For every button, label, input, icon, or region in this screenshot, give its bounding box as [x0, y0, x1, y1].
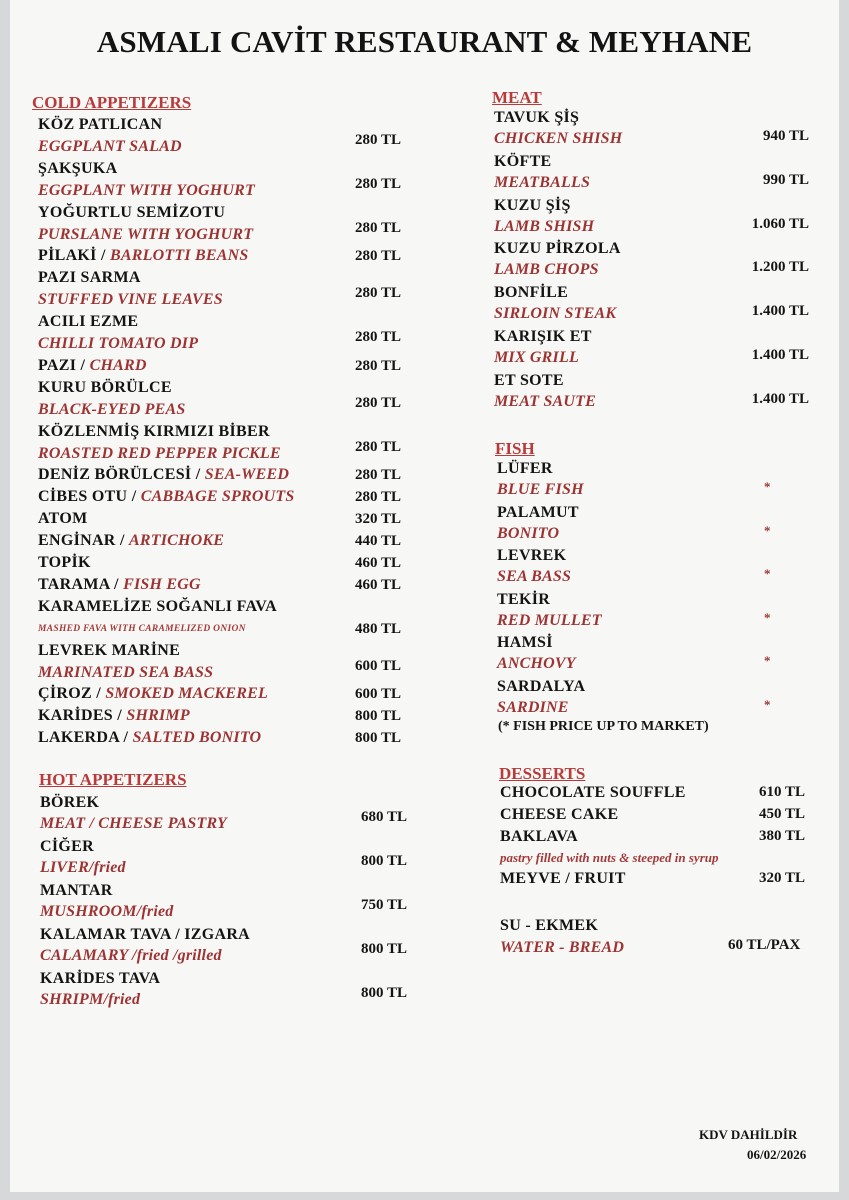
dish-name-en: CABBAGE SPROUTS	[140, 488, 295, 506]
dish-name-tr: DENİZ BÖRÜLCESİ /	[38, 466, 205, 484]
dish-name-tr: KÖFTE	[494, 152, 552, 170]
price: 680 TL	[361, 809, 407, 825]
dish-name-tr: PAZI SARMA	[38, 269, 141, 287]
dish-name-tr: TOPİK	[38, 554, 91, 571]
market-price-mark: *	[764, 566, 771, 582]
price: 1.400 TL	[751, 347, 809, 363]
dish-name-tr: SARDALYA	[497, 678, 586, 695]
price: 280 TL	[355, 394, 401, 411]
dish-name-en: MUSHROOM/fried	[40, 903, 174, 920]
price: 460 TL	[355, 555, 401, 571]
dish-name-en: BLUE FISH	[497, 481, 584, 498]
dish-name-en: PURSLANE WITH YOGHURT	[38, 225, 254, 243]
dish-name-tr: MANTAR	[40, 882, 113, 899]
price: 280 TL	[355, 438, 401, 455]
dish-name-en: MARINATED SEA BASS	[38, 663, 214, 681]
dish-name-tr: LAKERDA /	[38, 729, 133, 747]
dish-name-tr: KUZU ŞİŞ	[494, 196, 571, 214]
price: 750 TL	[361, 897, 407, 913]
dish-name-tr: ET SOTE	[494, 371, 564, 389]
price: 600 TL	[355, 657, 401, 674]
dish-name-tr: ŞAKŞUKA	[38, 159, 118, 177]
price: 990 TL	[763, 171, 809, 188]
dish-name-tr: KARİDES /	[38, 707, 127, 725]
dish-name-en: ANCHOVY	[497, 655, 576, 673]
dish-name-tr: KARIŞIK ET	[494, 328, 592, 345]
price: 60 TL/PAX	[728, 937, 801, 953]
dish-name-en: SHRIMP	[126, 707, 190, 725]
dish-name-tr: KARAMELİZE SOĞANLI FAVA	[38, 597, 277, 615]
price: 380 TL	[759, 828, 805, 844]
section-heading-cold-appetizers: COLD APPETIZERS	[32, 93, 192, 112]
price: 440 TL	[355, 533, 401, 550]
dish-name-tr: ENGİNAR /	[38, 532, 130, 550]
dish-name-en: CHARD	[89, 356, 147, 374]
dish-name-tr: LEVREK MARİNE	[38, 641, 181, 659]
dish-name-en: WATER - BREAD	[500, 939, 625, 956]
price: 280 TL	[355, 219, 401, 236]
price: 280 TL	[355, 175, 401, 192]
dish-name-tr: ATOM	[38, 510, 88, 528]
dish-name-tr: BONFİLE	[494, 284, 569, 302]
section-heading-desserts: DESSERTS	[499, 764, 586, 783]
market-price-mark: *	[764, 653, 771, 669]
dish-name-en: CHILLI TOMATO DIP	[38, 335, 199, 352]
price: 280 TL	[355, 329, 401, 345]
menu-page	[10, 0, 839, 1192]
dish-name-en: LAMB SHISH	[494, 217, 595, 235]
dish-name-tr: SU - EKMEK	[500, 917, 599, 934]
dish-name-tr: ACILI EZME	[38, 313, 139, 331]
dish-name-tr: TAVUK ŞİŞ	[494, 109, 580, 126]
dessert-description: pastry filled with nuts & steeped in syrup	[500, 850, 719, 865]
dish-name-en: STUFFED VINE LEAVES	[38, 291, 223, 309]
dish-name-en: EGGPLANT SALAD	[38, 137, 182, 155]
price: 1.400 TL	[751, 303, 809, 320]
dish-name-en: SHRIPM/fried	[40, 991, 141, 1008]
dish-name-en: SALTED BONITO	[132, 729, 262, 747]
dish-name-en: SIRLOIN STEAK	[494, 305, 617, 323]
dish-name-tr: PALAMUT	[497, 503, 579, 521]
market-price-mark: *	[764, 609, 771, 625]
dish-name-en: EGGPLANT WITH YOGHURT	[38, 181, 255, 199]
restaurant-title: ASMALI CAVİT RESTAURANT & MEYHANE	[96, 24, 753, 59]
dessert-name: MEYVE / FRUIT	[500, 870, 626, 887]
dish-name-tr: PAZI /	[38, 356, 90, 374]
price: 280 TL	[355, 131, 401, 148]
dish-name-tr: LÜFER	[497, 460, 553, 477]
dish-name-en: CALAMARY /fried /grilled	[40, 947, 222, 964]
price: 800 TL	[361, 853, 407, 869]
fish-price-note: (* FISH PRICE UP TO MARKET)	[498, 719, 709, 734]
dish-name-tr: CİĞER	[40, 838, 94, 855]
price: 450 TL	[759, 806, 805, 822]
price: 800 TL	[361, 941, 407, 957]
price: 800 TL	[355, 708, 401, 725]
section-heading-meat: MEAT	[492, 88, 542, 107]
dish-name-tr: PİLAKİ /	[38, 247, 111, 265]
dessert-name: CHEESE CAKE	[500, 806, 619, 823]
market-price-mark: *	[764, 479, 771, 494]
dish-name-en: SARDINE	[497, 699, 569, 716]
dish-name-en: MEATBALLS	[494, 173, 591, 191]
dish-name-en: MEAT SAUTE	[494, 392, 597, 410]
menu-date: 06/02/2026	[747, 1147, 807, 1162]
dish-name-en: SEA-WEED	[204, 466, 290, 484]
dish-name-en: ARTICHOKE	[129, 532, 225, 550]
price: 1.060 TL	[751, 215, 809, 232]
price: 460 TL	[355, 576, 401, 593]
dish-name-tr: HAMSİ	[497, 634, 553, 652]
dish-name-en: FISH EGG	[123, 575, 201, 593]
dish-name-en: SEA BASS	[497, 568, 572, 586]
dish-name-tr: TARAMA /	[38, 575, 124, 593]
dish-name-tr: KUZU PİRZOLA	[494, 240, 621, 258]
dish-name-en: LAMB CHOPS	[494, 261, 599, 279]
dish-name-tr: LEVREK	[497, 547, 567, 565]
dish-name-en: BLACK-EYED PEAS	[38, 400, 186, 418]
price: 600 TL	[355, 686, 401, 703]
dessert-name: CHOCOLATE SOUFFLE	[500, 784, 686, 801]
dish-name-en: MIX GRILL	[494, 349, 579, 366]
price: 800 TL	[355, 730, 401, 747]
dish-name-tr: KÖZ PATLICAN	[38, 116, 163, 133]
market-price-mark: *	[764, 697, 771, 712]
price: 280 TL	[355, 489, 401, 506]
dessert-name: BAKLAVA	[500, 828, 578, 845]
dish-name-en: SMOKED MACKEREL	[105, 685, 268, 703]
price: 320 TL	[759, 870, 805, 886]
price: 610 TL	[759, 784, 805, 800]
price: 480 TL	[355, 620, 401, 637]
dish-name-tr: KALAMAR TAVA / IZGARA	[40, 926, 251, 943]
price: 280 TL	[355, 467, 401, 484]
price: 1.200 TL	[751, 259, 809, 276]
dish-name-en: MEAT / CHEESE PASTRY	[40, 815, 228, 832]
dish-name-tr: ÇİROZ /	[38, 685, 106, 703]
market-price-mark: *	[764, 522, 771, 538]
section-heading-fish: FISH	[495, 439, 535, 458]
dish-name-tr: YOĞURTLU SEMİZOTU	[38, 203, 226, 221]
dish-name-tr: TEKİR	[497, 590, 551, 608]
price: 800 TL	[361, 985, 407, 1001]
price: 320 TL	[355, 511, 401, 528]
section-heading-hot-appetizers: HOT APPETIZERS	[39, 770, 187, 789]
right-column	[10, 0, 839, 1192]
dish-name-en: ROASTED RED PEPPER PICKLE	[38, 444, 281, 462]
tax-included-note: KDV DAHİLDİR	[699, 1127, 798, 1142]
dish-name-tr: KÖZLENMİŞ KIRMIZI BİBER	[38, 422, 270, 440]
price: 1.400 TL	[751, 390, 809, 407]
dish-name-en: RED MULLET	[497, 611, 602, 629]
price: 940 TL	[763, 128, 809, 144]
dish-name-tr: KARİDES TAVA	[40, 970, 161, 987]
dish-description: MASHED FAVA WITH CARAMELIZED ONION	[38, 623, 246, 634]
price: 280 TL	[355, 357, 401, 374]
dish-name-tr: CİBES OTU /	[38, 488, 141, 506]
dish-name-en: BONITO	[497, 524, 560, 542]
price: 280 TL	[355, 285, 401, 302]
price: 280 TL	[355, 248, 401, 265]
dish-name-tr: KURU BÖRÜLCE	[38, 378, 172, 396]
dish-name-en: BARLOTTI BEANS	[110, 247, 249, 265]
dish-name-tr: BÖREK	[40, 794, 100, 811]
dish-name-en: CHICKEN SHISH	[494, 130, 623, 147]
dish-name-en: LIVER/fried	[40, 859, 126, 876]
